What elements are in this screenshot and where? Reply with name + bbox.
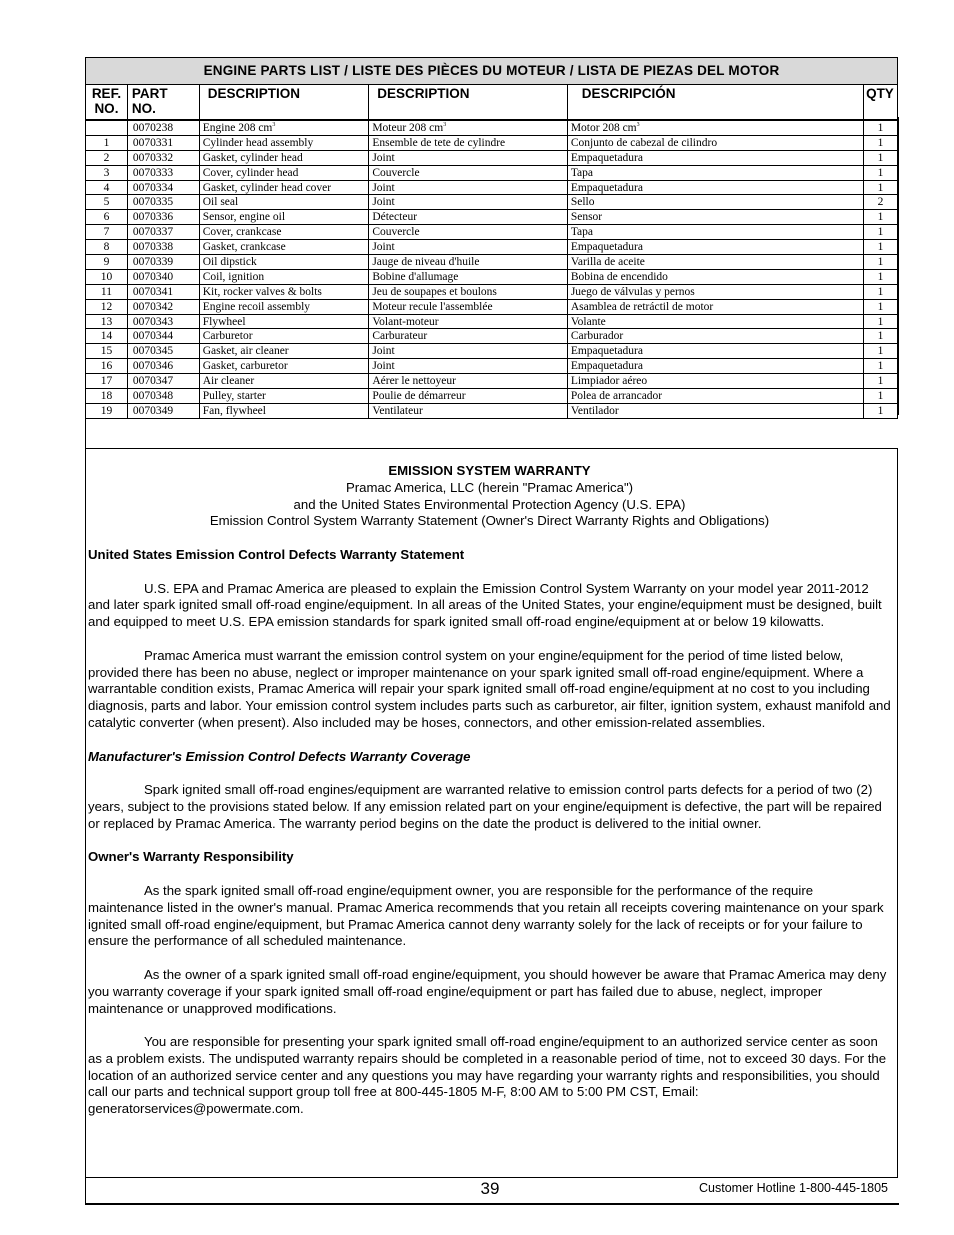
cell-part-no: 0070343 — [128, 315, 200, 329]
cell-description-en: Engine recoil assembly — [200, 300, 370, 314]
cell-ref-no: 15 — [86, 344, 128, 358]
cell-qty: 1 — [877, 166, 884, 179]
cell-description-en: Oil dipstick — [200, 255, 370, 269]
cell-part-no: 0070334 — [128, 181, 200, 195]
cell-description-es: Varilla de aceite — [568, 255, 864, 269]
cell-qty: 1 — [877, 300, 884, 313]
cell-ref-no: 12 — [86, 300, 128, 314]
cell-description-en: Cylinder head assembly — [200, 136, 370, 150]
cell-part-no: 0070338 — [128, 240, 200, 254]
cell-ref-no: 13 — [86, 315, 128, 329]
cell-part-no: 0070337 — [128, 225, 200, 239]
cell-part-no: 0070346 — [128, 359, 200, 373]
cell-description-en: Gasket, cylinder head cover — [200, 181, 370, 195]
parts-table-header — [86, 85, 897, 121]
section-title-coverage: Manufacturer's Emission Control Defects Warranty Coverage — [88, 748, 471, 764]
emission-warranty-box — [85, 448, 898, 1178]
cell-part-no: 0070333 — [128, 166, 200, 180]
cell-description-fr: Poulie de démarreur — [369, 389, 568, 403]
cell-description-es: Ventilador — [568, 404, 864, 418]
cell-ref-no: 8 — [86, 240, 128, 254]
footer-rule — [85, 1203, 899, 1205]
cell-description-fr: Couvercle — [369, 225, 568, 239]
table-row — [86, 374, 897, 389]
cell-ref-no: 1 — [86, 136, 128, 150]
warranty-statement-line: Emission Control System Warranty Statement (Owner's Direct Warranty Rights and Obligations) — [209, 513, 770, 529]
cell-description-en: Sensor, engine oil — [200, 210, 370, 224]
table-row — [86, 210, 897, 225]
cell-description-es: Polea de arrancador — [568, 389, 864, 403]
cell-ref-no: 11 — [86, 285, 128, 299]
cell-description-fr: Couvercle — [369, 166, 568, 180]
cell-part-no: 0070345 — [128, 344, 200, 358]
cell-qty: 1 — [877, 151, 884, 164]
cell-description-es: Tapa — [568, 166, 864, 180]
header-description-en: DESCRIPTION — [200, 85, 370, 119]
paragraph-coverage: Spark ignited small off-road engines/equipment are warranted relative to emission control parts defects for a period of two (2) years, subject to the provisions stated below. If any emission related part on your engine/equipment is defective, the part will be repaired or replaced by Pramac America. The warranty period begins on the date the product is delivered to the initial owner. — [88, 782, 882, 831]
table-row — [86, 359, 897, 374]
cell-ref-no: 9 — [86, 255, 128, 269]
cell-description-fr: Joint — [369, 344, 568, 358]
cell-ref-no: 18 — [86, 389, 128, 403]
cell-description-en: Gasket, cylinder head — [200, 151, 370, 165]
cell-ref-no: 4 — [86, 181, 128, 195]
table-row — [86, 344, 897, 359]
cell-ref-no: 10 — [86, 270, 128, 284]
customer-hotline: Customer Hotline 1-800-445-1805 — [699, 1181, 888, 1195]
cell-qty: 1 — [877, 375, 884, 388]
cell-part-no: 0070332 — [128, 151, 200, 165]
table-row — [86, 151, 897, 166]
cell-qty: 1 — [877, 285, 884, 298]
cell-ref-no: 16 — [86, 359, 128, 373]
cell-description-en: Fan, flywheel — [200, 404, 370, 418]
table-row — [86, 195, 897, 210]
cell-description-es: Conjunto de cabezal de cilindro — [568, 136, 864, 150]
cell-part-no: 0070342 — [128, 300, 200, 314]
section-title-defects-statement: United States Emission Control Defects Warranty Statement — [88, 546, 465, 562]
cell-description-es: Sensor — [568, 210, 864, 224]
cell-ref-no: 6 — [86, 210, 128, 224]
cell-description-fr: Aérer le nettoyeur — [369, 374, 568, 388]
cell-description-en: Coil, ignition — [200, 270, 370, 284]
superscript: 3 — [443, 122, 447, 129]
cell-ref-no: 2 — [86, 151, 128, 165]
cell-description-fr: Moteur recule l'assemblée — [369, 300, 568, 314]
cell-part-no: 0070336 — [128, 210, 200, 224]
parts-table-body — [86, 121, 897, 419]
table-row — [86, 240, 897, 255]
cell-description-fr: Ventilateur — [369, 404, 568, 418]
table-row — [86, 315, 897, 330]
paragraph-deny-coverage: As the owner of a spark ignited small off-road engine/equipment, you should however be aware that Pramac America may deny you warranty coverage if your spark ignited small off-road engine/equipment or part has failed due to abuse, neglect, improper maintenance or unapproved modifications. — [88, 966, 887, 1016]
table-row — [86, 121, 897, 136]
cell-description-es: Limpiador aéreo — [568, 374, 864, 388]
table-row — [86, 270, 897, 285]
cell-description-es: Empaquetadura — [568, 151, 864, 165]
cell-description-en: Gasket, crankcase — [200, 240, 370, 254]
table-row — [86, 136, 897, 151]
cell-description-fr: Ensemble de tete de cylindre — [369, 136, 568, 150]
cell-description-fr: Jeu de soupapes et boulons — [369, 285, 568, 299]
cell-description-en: Carburetor — [200, 329, 370, 343]
paragraph-warrant-period: Pramac America must warrant the emission control system on your engine/equipment for the period of time listed below, provided there has been no abuse, neglect or improper maintenance on your spark ignited small off-road engine/equipment. Where a warrantable condition exists, Pramac America will repair your spark ignited small off-road engine/equipment at no cost to you including diagnosis, parts and labor. Your emission control system includes parts such as carburetor, air filter, ignition system, exhaust manifold and catalytic converter (when present). Also included may be hoses, connectors, and other emission-related assemblies. — [88, 647, 891, 730]
footer-left-border — [85, 1178, 86, 1204]
cell-ref-no: 19 — [86, 404, 128, 418]
cell-qty: 1 — [877, 136, 884, 149]
table-row — [86, 300, 897, 315]
cell-ref-no: 5 — [86, 195, 128, 209]
cell-qty: 1 — [877, 270, 884, 283]
cell-description-es: Empaquetadura — [568, 359, 864, 373]
cell-description-fr: Joint — [369, 195, 568, 209]
cell-description-en: Oil seal — [200, 195, 370, 209]
header-description-es: DESCRIPCIÓN — [568, 85, 864, 119]
cell-qty: 1 — [877, 390, 884, 403]
cell-part-no: 0070335 — [128, 195, 200, 209]
paragraph-intro: U.S. EPA and Pramac America are pleased to explain the Emission Control System Warranty on your model year 2011-2012 and later spark ignited small off-road engine/equipment. In all areas of the United States, your engine/equipment must be designed, built and equipped to meet U.S. EPA emission standards for spark ignited small off-road engine/equipment at or below 19 kilowatts. — [88, 580, 882, 630]
cell-description-fr: Carburateur — [369, 329, 568, 343]
cell-description-fr: Joint — [369, 151, 568, 165]
cell-description-fr: Joint — [369, 240, 568, 254]
cell-description-en: Gasket, air cleaner — [200, 344, 370, 358]
cell-ref-no: 3 — [86, 166, 128, 180]
cell-description-en: Kit, rocker valves & bolts — [200, 285, 370, 299]
cell-description-es: Volante — [568, 315, 864, 329]
cell-description-fr: Moteur 208 $cm^3$ — [369, 121, 568, 135]
cell-description-es: Asamblea de retráctil de motor — [568, 300, 864, 314]
engine-parts-table — [85, 57, 898, 419]
header-qty: QTY — [866, 86, 894, 101]
cell-part-no: 0070344 — [128, 329, 200, 343]
table-row — [86, 255, 897, 270]
cell-description-en: Pulley, starter — [200, 389, 370, 403]
cell-qty: 1 — [877, 345, 884, 358]
cell-qty: 1 — [877, 211, 884, 224]
cell-description-es: Juego de válvulas y pernos — [568, 285, 864, 299]
cell-ref-no: 17 — [86, 374, 128, 388]
section-divider — [85, 416, 86, 448]
cell-description-en: Cover, crankcase — [200, 225, 370, 239]
cell-qty: 1 — [877, 122, 884, 134]
cell-qty: 1 — [877, 226, 884, 239]
cell-description-es: Motor 208 $cm^3$ — [568, 121, 864, 135]
header-description-fr: DESCRIPTION — [369, 85, 568, 119]
cell-description-en: Engine 208 $cm^3$ — [200, 121, 370, 135]
table-row — [86, 404, 897, 419]
parts-table-title: ENGINE PARTS LIST / LISTE DES PIÈCES DU MOTEUR / LISTA DE PIEZAS DEL MOTOR — [86, 58, 897, 85]
table-row — [86, 389, 897, 404]
header-ref-no: REF. NO. — [86, 85, 128, 119]
cell-description-fr: Joint — [369, 359, 568, 373]
paragraph-service-center: You are responsible for presenting your spark ignited small off-road engine/equipment to an authorized service center as soon as a problem exists. The undisputed warranty repairs should be completed in a reasonable period of time, not to exceed 30 days. For the location of an authorized service center and any questions you may have regarding your warranty rights and responsibilities, you should call our parts and technical support group toll free at 800-445-1805 M-F, 8:00 AM to 5:00 PM CST, Email: generatorservices@powermate.com. — [88, 1034, 887, 1117]
paragraph-maintenance: As the spark ignited small off-road engine/equipment owner, you are responsible for the performance of the require maintenance listed in the owner's manual. Pramac America recommends that you retain all receipts covering maintenance on your spark ignited small off-road engine/equipment, but Pramac America cannot deny warranty solely for the lack of receipts or for your failure to ensure the performance of all scheduled maintenance. — [88, 882, 884, 949]
cell-part-no: 0070347 — [128, 374, 200, 388]
cell-description-en: Air cleaner — [200, 374, 370, 388]
cell-description-es: Carburador — [568, 329, 864, 343]
cell-description-en: Gasket, carburetor — [200, 359, 370, 373]
cell-part-no: 0070348 — [128, 389, 200, 403]
cell-description-fr: Volant-moteur — [369, 315, 568, 329]
cell-description-es: Sello — [568, 195, 864, 209]
cell-description-fr: Jauge de niveau d'huile — [369, 255, 568, 269]
warranty-heading: EMISSION SYSTEM WARRANTY — [388, 463, 591, 478]
superscript: 3 — [636, 122, 640, 129]
table-row — [86, 225, 897, 240]
cell-ref-no: 7 — [86, 225, 128, 239]
cell-qty: 1 — [877, 360, 884, 373]
cell-ref-no: 14 — [86, 329, 128, 343]
cell-description-en: Cover, cylinder head — [200, 166, 370, 180]
section-title-owner-responsibility: Owner's Warranty Responsibility — [88, 849, 294, 865]
cell-part-no: 0070341 — [128, 285, 200, 299]
cell-description-fr: Bobine d'allumage — [369, 270, 568, 284]
cell-qty: 1 — [877, 404, 884, 417]
cell-description-es: Empaquetadura — [568, 344, 864, 358]
cell-ref-no — [86, 121, 128, 135]
table-row — [86, 181, 897, 196]
cell-qty: 1 — [877, 241, 884, 254]
superscript: 3 — [272, 122, 276, 129]
header-part-no: PART NO. — [128, 85, 200, 119]
cell-description-es: Tapa — [568, 225, 864, 239]
cell-part-no: 0070340 — [128, 270, 200, 284]
cell-description-fr: Détecteur — [369, 210, 568, 224]
table-right-border — [897, 117, 899, 415]
table-row — [86, 166, 897, 181]
cell-description-es: Empaquetadura — [568, 240, 864, 254]
cell-description-en: Flywheel — [200, 315, 370, 329]
cell-part-no: 0070339 — [128, 255, 200, 269]
cell-qty: 1 — [877, 181, 884, 194]
table-row — [86, 285, 897, 300]
cell-description-fr: Joint — [369, 181, 568, 195]
cell-description-es: Empaquetadura — [568, 181, 864, 195]
table-row — [86, 329, 897, 344]
cell-qty: 2 — [877, 196, 884, 209]
warranty-company-line: Pramac America, LLC (herein "Pramac America") — [345, 479, 634, 495]
cell-part-no: 0070349 — [128, 404, 200, 418]
page-number: 39 — [480, 1179, 500, 1198]
cell-qty: 1 — [877, 330, 884, 343]
cell-qty: 1 — [877, 256, 884, 269]
cell-qty: 1 — [877, 315, 884, 328]
cell-part-no: 0070331 — [128, 136, 200, 150]
cell-description-es: Bobina de encendido — [568, 270, 864, 284]
warranty-epa-line: and the United States Environmental Protection Agency (U.S. EPA) — [293, 496, 686, 512]
cell-part-no: 0070238 — [128, 121, 200, 135]
